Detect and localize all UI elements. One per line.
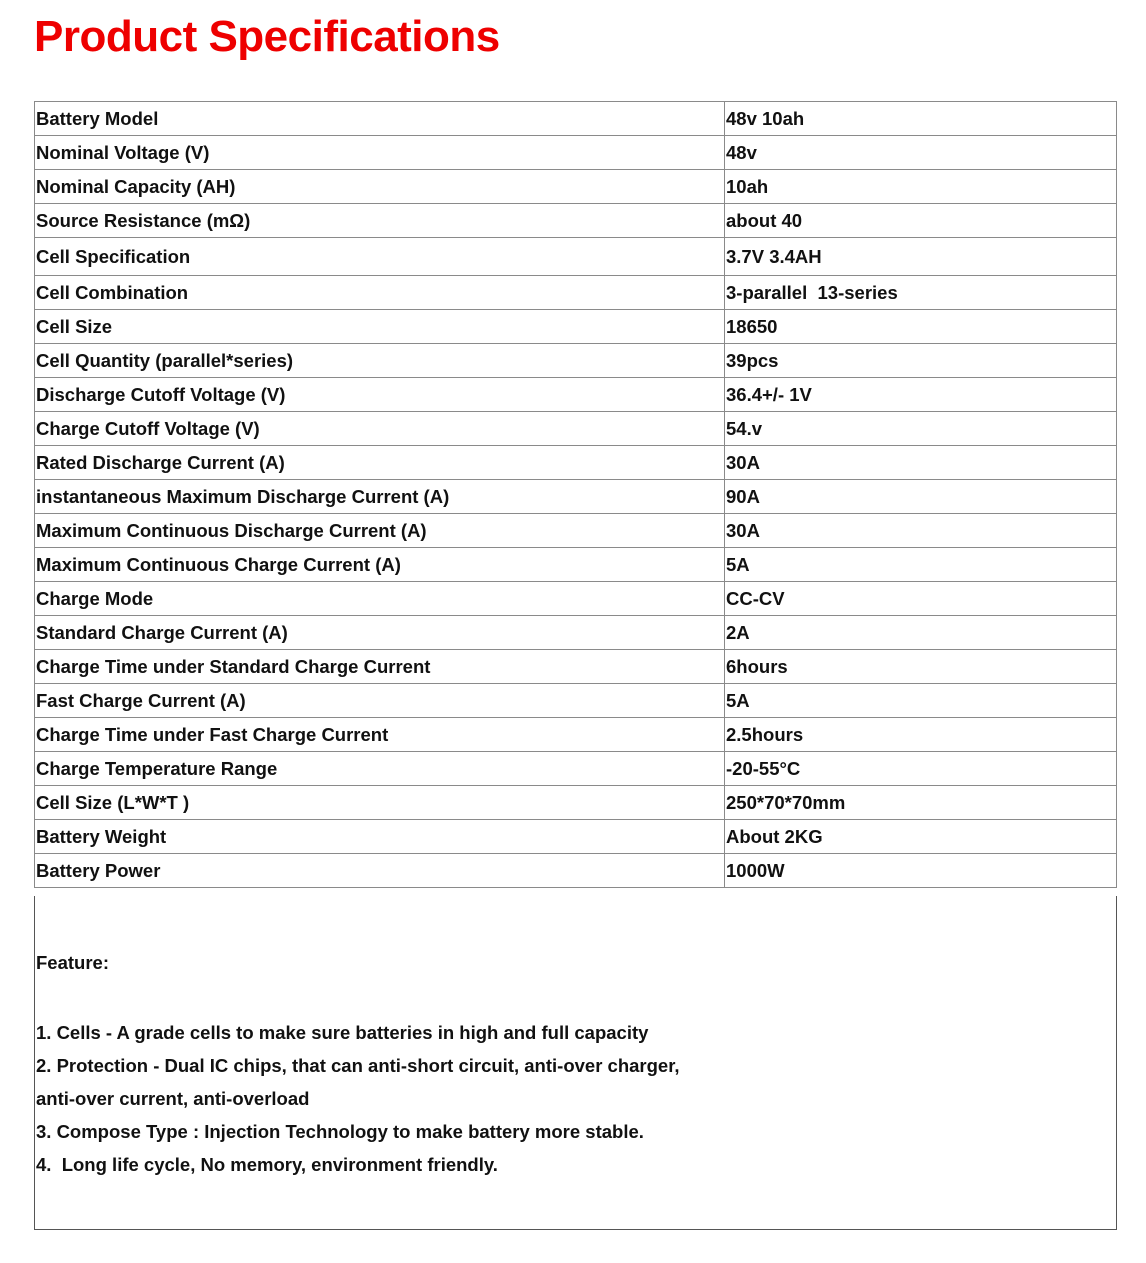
spec-label: Discharge Cutoff Voltage (V) (35, 378, 725, 412)
spec-label: Charge Cutoff Voltage (V) (35, 412, 725, 446)
spec-value: 6hours (725, 650, 1117, 684)
spec-value: 18650 (725, 310, 1117, 344)
spec-label: Standard Charge Current (A) (35, 616, 725, 650)
spec-label: Charge Time under Standard Charge Current (35, 650, 725, 684)
table-row (35, 514, 1117, 548)
feature-item: 1. Cells - A grade cells to make sure batteries in high and full capacity (36, 1022, 649, 1043)
feature-section (34, 896, 1117, 1230)
spec-label: Cell Quantity (parallel*series) (35, 344, 725, 378)
table-row (35, 548, 1117, 582)
table-row (35, 136, 1117, 170)
table-row (35, 102, 1117, 136)
spec-label: instantaneous Maximum Discharge Current (A) (35, 480, 725, 514)
spec-value: CC-CV (725, 582, 1117, 616)
spec-label: Maximum Continuous Charge Current (A) (35, 548, 725, 582)
spec-label: Charge Time under Fast Charge Current (35, 718, 725, 752)
table-row (35, 582, 1117, 616)
table-row (35, 412, 1117, 446)
table-row (35, 378, 1117, 412)
table-row (35, 170, 1117, 204)
spec-value: 30A (725, 446, 1117, 480)
spec-label: Maximum Continuous Discharge Current (A) (35, 514, 725, 548)
spec-label: Cell Size (L*W*T ) (35, 786, 725, 820)
spec-value: About 2KG (725, 820, 1117, 854)
feature-title: Feature: (36, 952, 109, 973)
spec-label: Cell Combination (35, 276, 725, 310)
spec-table (34, 101, 1117, 888)
table-row (35, 820, 1117, 854)
spec-value: -20-55°C (725, 752, 1117, 786)
table-row (35, 650, 1117, 684)
spec-value: about 40 (725, 204, 1117, 238)
spec-label: Battery Power (35, 854, 725, 888)
spec-label: Cell Size (35, 310, 725, 344)
spec-value: 5A (725, 684, 1117, 718)
spec-value: 30A (725, 514, 1117, 548)
table-row (35, 752, 1117, 786)
spec-value: 3.7V 3.4AH (725, 238, 1117, 276)
spec-value: 3-parallel 13-series (725, 276, 1117, 310)
feature-item: 3. Compose Type : Injection Technology to make battery more stable. (36, 1121, 644, 1142)
table-row (35, 854, 1117, 888)
spec-value: 2A (725, 616, 1117, 650)
table-row (35, 446, 1117, 480)
feature-list (36, 1016, 680, 1181)
table-row (35, 786, 1117, 820)
spec-label: Battery Model (35, 102, 725, 136)
table-row (35, 344, 1117, 378)
spec-value: 10ah (725, 170, 1117, 204)
spec-value: 1000W (725, 854, 1117, 888)
table-row (35, 276, 1117, 310)
spec-value: 48v 10ah (725, 102, 1117, 136)
feature-item: 4. Long life cycle, No memory, environment friendly. (36, 1154, 498, 1175)
spec-value: 54.v (725, 412, 1117, 446)
spec-label: Nominal Capacity (AH) (35, 170, 725, 204)
spec-value: 250*70*70mm (725, 786, 1117, 820)
table-row (35, 204, 1117, 238)
table-row (35, 718, 1117, 752)
table-row (35, 310, 1117, 344)
feature-item: anti-over current, anti-overload (36, 1088, 310, 1109)
page-title: Product Specifications (34, 12, 500, 61)
spec-label: Charge Temperature Range (35, 752, 725, 786)
spec-label: Fast Charge Current (A) (35, 684, 725, 718)
spec-value: 48v (725, 136, 1117, 170)
table-row (35, 616, 1117, 650)
spec-value: 36.4+/- 1V (725, 378, 1117, 412)
table-row (35, 480, 1117, 514)
feature-item: 2. Protection - Dual IC chips, that can anti-short circuit, anti-over charger, (36, 1055, 680, 1076)
spec-label: Battery Weight (35, 820, 725, 854)
spec-label: Source Resistance (mΩ) (35, 204, 725, 238)
table-row (35, 684, 1117, 718)
spec-value: 5A (725, 548, 1117, 582)
spec-label: Rated Discharge Current (A) (35, 446, 725, 480)
spec-label: Nominal Voltage (V) (35, 136, 725, 170)
spec-label: Charge Mode (35, 582, 725, 616)
spec-value: 39pcs (725, 344, 1117, 378)
spec-label: Cell Specification (35, 238, 725, 276)
spec-value: 2.5hours (725, 718, 1117, 752)
spec-value: 90A (725, 480, 1117, 514)
table-row (35, 238, 1117, 276)
